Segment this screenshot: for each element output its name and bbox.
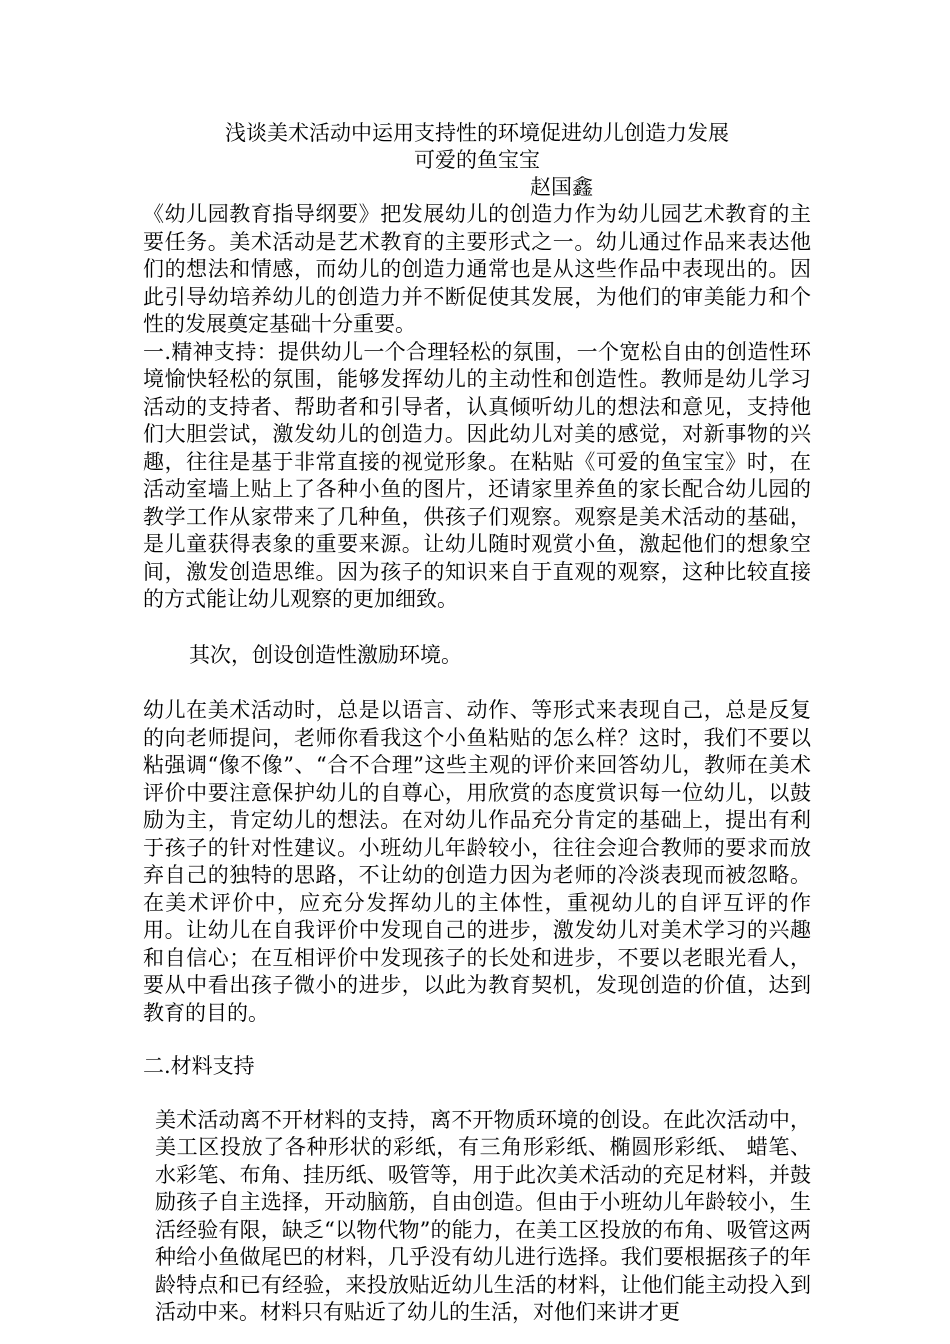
second-point-paragraph: 其次，创设创造性激励环境。 <box>189 642 462 667</box>
document-subtitle: 可爱的鱼宝宝 <box>414 148 540 172</box>
document-title: 浅谈美术活动中运用支持性的环境促进幼儿创造力发展 <box>225 121 729 145</box>
section2-paragraph: 美术活动离不开材料的支持，离不开物质环境的创设。在此次活动中，美工区投放了各种形状的彩纸，有三角形彩纸、椭圆形彩纸、 蜡笔、水彩笔、布角、挂历纸、吸管等，用于此次美术活动的充足材料，并鼓励孩子自主选择，开动脑筋，自由创造。但由于小班幼儿年龄较小，生活经验有限，缺乏“以物代物”的能力，在美工区投放的布角、吸管这两种给小鱼做尾巴的材料，几乎没有幼儿进行选择。我们要根据孩子的年龄特点和已有经验，来投放贴近幼儿生活的材料，让他们能主动投入到活动中来。材料只有贴近了幼儿的生活，对他们来讲才更 <box>155 1107 811 1324</box>
section2-heading: 二.材料支持 <box>143 1054 255 1078</box>
document-author: 赵国鑫 <box>530 175 593 199</box>
evaluation-paragraph: 幼儿在美术活动时，总是以语言、动作、等形式来表现自己，总是反复的向老师提问，老师你看我这个小鱼粘贴的怎么样？这时，我们不要以粘强调“像不像”、“合不合理”这些主观的评价来回答幼儿，教师在美术评价中要注意保护幼儿的自尊心，用欣赏的态度赏识每一位幼儿，以鼓励为主，肯定幼儿的想法。在对幼儿作品充分肯定的基础上，提出有利于孩子的针对性建议。小班幼儿年龄较小，往往会迎合教师的要求而放弃自己的独特的思路，不让幼的创造力因为老师的冷淡表现而被忽略。在美术评价中，应充分发挥幼儿的主体性，重视幼儿的自评互评的作用。让幼儿在自我评价中发现自己的进步，激发幼儿对美术学习的兴趣和自信心；在互相评价中发现孩子的长处和进步，不要以老眼光看人，要从中看出孩子微小的进步，以此为教育契机，发现创造的价值，达到教育的目的。 <box>143 698 811 1025</box>
intro-paragraph: 《幼儿园教育指导纲要》把发展幼儿的创造力作为幼儿园艺术教育的主要任务。美术活动是艺术教育的主要形式之一。幼儿通过作品来表达他们的想法和情感，而幼儿的创造力通常也是从这些作品中表现出的。因此引导幼培养幼儿的创造力并不断促使其发展，为他们的审美能力和个性的发展奠定基础十分重要。 <box>143 202 811 336</box>
section1-paragraph: 一.精神支持：提供幼儿一个合理轻松的氛围，一个宽松自由的创造性环境愉快轻松的氛围，能够发挥幼儿的主动性和创造性。教师是幼儿学习活动的支持者、帮助者和引导者，认真倾听幼儿的想法和意见，支持他们大胆尝试，激发幼儿的创造力。因此幼儿对美的感觉，对新事物的兴趣，往往是基于非常直接的视觉形象。在粘贴《可爱的鱼宝宝》时，在活动室墙上贴上了各种小鱼的图片，还请家里养鱼的家长配合幼儿园的教学工作从家带来了几种鱼，供孩子们观察。观察是美术活动的基础，是儿童获得表象的重要来源。让幼儿随时观赏小鱼，激起他们的想象空间，激发创造思维。因为孩子的知识来自于直观的观察，这种比较直接的方式能让幼儿观察的更加细致。 <box>143 339 811 611</box>
document-page <box>143 120 811 1327</box>
